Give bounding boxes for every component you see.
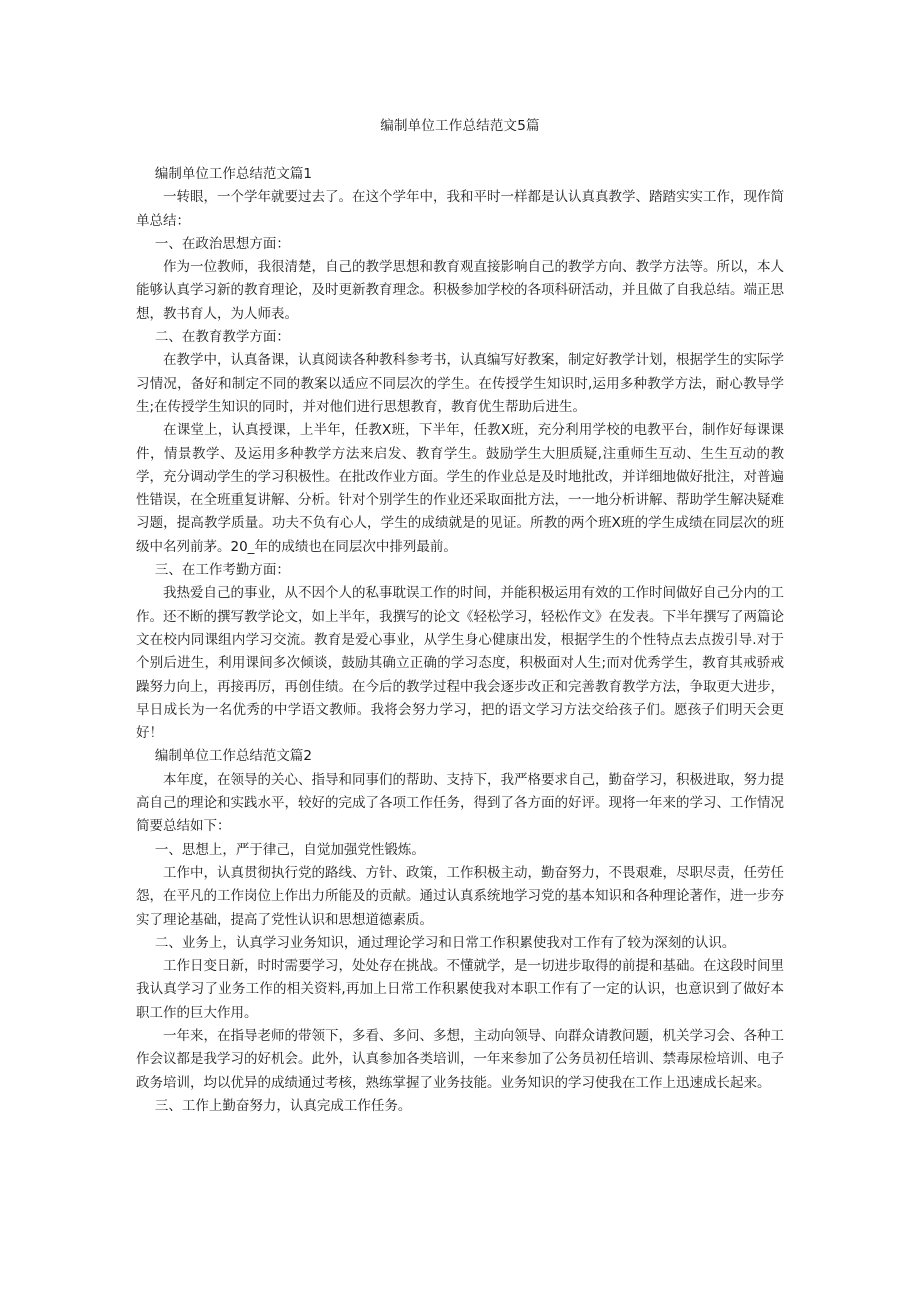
subheading: 一、在政治思想方面： [154, 235, 290, 252]
paragraph: 我热爱自己的事业，从不因个人的私事耽误工作的时间，并能积极运用有效的工作时间做好自己分内的工作。还不断的撰写教学论文，如上半年，我撰写的论文《轻松学习，轻松作文》在发表。下半年撰写了两篇论文在校内同课组内学习交流。教育是爱心事业，从学生身心健康出发，根据学生的个性特点去点拨引导.对于个别后进生，利用课间多次倾谈，鼓励其确立正确的学习态度，积极面对人生;而对优秀学生，教育其戒骄戒躁努力向上，再接再厉，再创佳绩。在今后的教学过程中我会逐步改正和完善教育教学方法，争取更大进步，早日成长为一名优秀的中学语文教师。我将会努力学习，把的语文学习方法交给孩子们。愿孩子们明天会更好！ [136, 585, 784, 742]
paragraph: 工作中，认真贯彻执行党的路线、方针、政策，工作积极主动，勤奋努力，不畏艰难，尽职尽责，任劳任怨，在平凡的工作岗位上作出力所能及的贡献。通过认真系统地学习党的基本知识和各种理论著作，进一步夯实了理论基础，提高了党性认识和思想道德素质。 [136, 864, 784, 928]
document-title: 编制单位工作总结范文5篇 [380, 118, 540, 134]
subheading: 二、在教育教学方面： [154, 329, 290, 346]
subheading: 三、工作上勤奋努力，认真完成工作任务。 [154, 1097, 412, 1114]
section-heading: 编制单位工作总结范文篇2 [154, 748, 312, 765]
paragraph: 本年度，在领导的关心、指导和同事们的帮助、支持下，我严格要求自己，勤奋学习，积极进取，努力提高自己的理论和实践水平，较好的完成了各项工作任务，得到了各方面的好评。现将一年来的学习、工作情况简要总结如下： [136, 771, 784, 835]
subheading: 三、在工作考勤方面： [154, 562, 290, 579]
document-body [136, 163, 784, 1118]
paragraph: 作为一位教师，我很清楚，自己的教学思想和教育观直接影响自己的教学方向、教学方法等。所以，本人能够认真学习新的教育理论，及时更新教育理念。积极参加学校的各项科研活动，并且做了自我总结。端正思想，教书育人，为人师表。 [136, 259, 784, 322]
paragraph: 在教学中，认真备课，认真阅读各种教科参考书，认真编写好教案，制定好教学计划，根据学生的实际学习情况，备好和制定不同的教案以适应不同层次的学生。在传授学生知识时,运用多种教学方法，耐心教导学生;在传授学生知识的同时，并对他们进行思想教育，教育优生帮助后进生。 [136, 352, 784, 415]
subheading: 二、业务上，认真学习业务知识，通过理论学习和日常工作积累使我对工作有了较为深刻的认识。 [154, 934, 736, 951]
subheading: 一、思想上，严于律己，自觉加强党性锻炼。 [154, 841, 425, 858]
paragraph: 工作日变日新，时时需要学习，处处存在挑战。不懂就学，是一切进步取得的前提和基础。在这段时间里我认真学习了业务工作的相关资料,再加上日常工作积累使我对本职工作有了一定的认识，也意识到了做好本职工作的巨大作用。 [136, 958, 784, 1021]
paragraph: 一转眼，一个学年就要过去了。在这个学年中，我和平时一样都是认认真真教学、踏踏实实工作，现作简单总结： [136, 189, 784, 229]
section-heading: 编制单位工作总结范文篇1 [154, 166, 312, 182]
paragraph: 一年来，在指导老师的带领下，多看、多问、多想，主动向领导、向群众请教问题，机关学习会、各种工作会议都是我学习的好机会。此外，认真参加各类培训，一年来参加了公务员初任培训、禁毒尿检培训、电子政务培训，均以优异的成绩通过考核，熟练掌握了业务技能。业务知识的学习使我在工作上迅速成长起来。 [136, 1027, 784, 1091]
paragraph: 在课堂上，认真授课，上半年，任教X班，下半年，任教X班，充分利用学校的电教平台，制作好每课课件，情景教学、及运用多种教学方法来启发、教育学生。鼓励学生大胆质疑,注重师生互动、生生互动的教学，充分调动学生的学习积极性。在批改作业方面。学生的作业总是及时地批改，并详细地做好批注，对普遍性错误，在全班重复讲解、分析。针对个别学生的作业还采取面批方法，一一地分析讲解、帮助学生解决疑难习题，提高教学质量。功夫不负有心人，学生的成绩就是的见证。所教的两个班X班的学生成绩在同层次的班级中名列前茅。20_年的成绩也在同层次中排列最前。 [136, 422, 784, 555]
